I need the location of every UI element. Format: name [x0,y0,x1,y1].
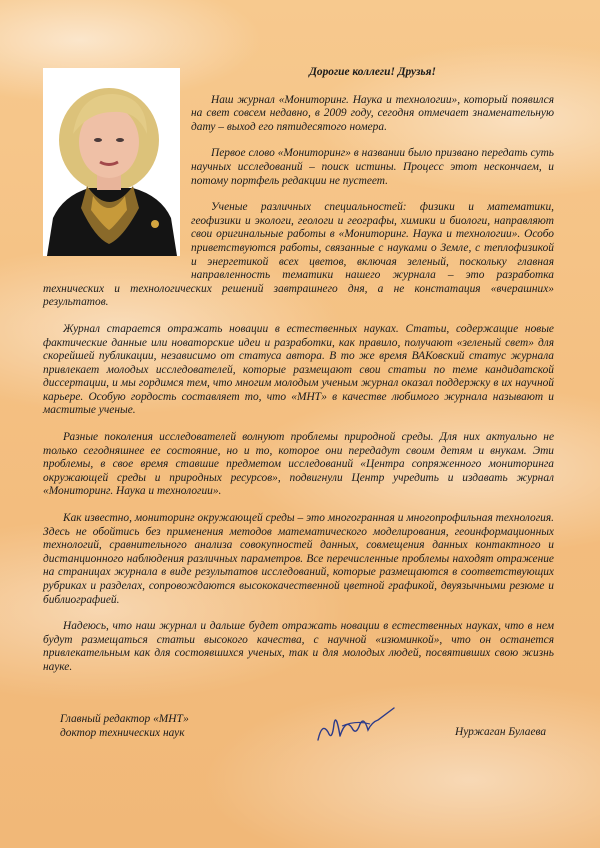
editor-title [60,712,189,740]
letter-greeting: Дорогие коллеги! Друзья! [309,66,436,78]
letter-body [43,66,554,688]
letter-paragraph: Ученые различных специальностей: физики и математики, геофизики и экологи, геологи и географы, химики и биологи, направляют свои оригинальные работы в «Мониторинг. Наука и технологии». Особо приветствуются работы, связанные с науками о Земле, с теплофизикой и энергетикой всех цветов, включая зеленый, поскольку главная направленность тематики нашего журнала – это разработка технических и технологических решений завтрашнего дня, а не констатация «вчерашних» результатов. [43,201,554,309]
editor-name: Нуржаган Булаева [455,726,547,738]
photo-spacer [43,66,191,270]
editor-title-line: Главный редактор «МНТ» [60,713,189,725]
signature-block [60,712,560,752]
letter-paragraph: Разные поколения исследователей волнуют проблемы природной среды. Для них актуально не только сегодняшнее ее состояние, но и то, которое они передадут своим детям и внукам. Эти проблемы, в свое время ставшие предметом исследований «Центра сопряженного мониторинга окружающей среды и природных ресурсов», подвигнули Центр учредить и издавать журнал «Мониторинг. Наука и технологии». [43,431,554,498]
letter-paragraph: Журнал старается отражать новации в естественных науках. Статьи, содержащие новые фактические данные или новаторские идеи и разработки, как правило, получают «зеленый свет» для скорейшей публикации, независимо от статуса автора. В то же время ВАКовский статус журнала привлекает молодых исследователей, которые размещают свои статьи по теме кандидатской диссертации, и мы гордимся тем, что многим молодым ученым журнал оказал поддержку в их научной карьере. Особую гордость составляет то, что «МНТ» в качестве любимого журнала называют и маститые ученые. [43,322,554,417]
letter-paragraph: Первое слово «Мониторинг» в названии было призвано передать суть научных исследований – поиск истины. Процесс этот нескончаем, и потому портфель редакции не пустеет. [191,147,554,187]
editor-degree-line: доктор технических наук [60,727,185,739]
letter-paragraph: Как известно, мониторинг окружающей среды – это многогранная и многопрофильная технология. Здесь не обойтись без применения методов математического моделирования, геоинформационных технологий, сравнительного анализа совокупностей данных, совмещения данных контактного и дистанционного наблюдения различных параметров. Все перечисленные проблемы находят отражение на страницах журнала в виде результатов исследований, которые размещаются в соответствующих рубриках и разделах, сопровождаются высококачественной цветной графикой, двуязычными резюме и библиографией. [43,512,554,606]
letter-paragraph: Надеюсь, что наш журнал и дальше будет отражать новации в естественных науках, что в нем будут размещаться статьи высокого качества, с научной «изюминкой», что он останется привлекательным как для состоявшихся ученых, так и для молодых людей, посвятивших свою жизнь науке. [43,620,554,673]
handwritten-signature [312,702,402,748]
letter-paragraph: Наш журнал «Мониторинг. Наука и технологии», который появился на свет совсем недавно, в 2009 году, сегодня отмечает знаменательную дату – выход его пятидесятого номера. [191,93,554,133]
